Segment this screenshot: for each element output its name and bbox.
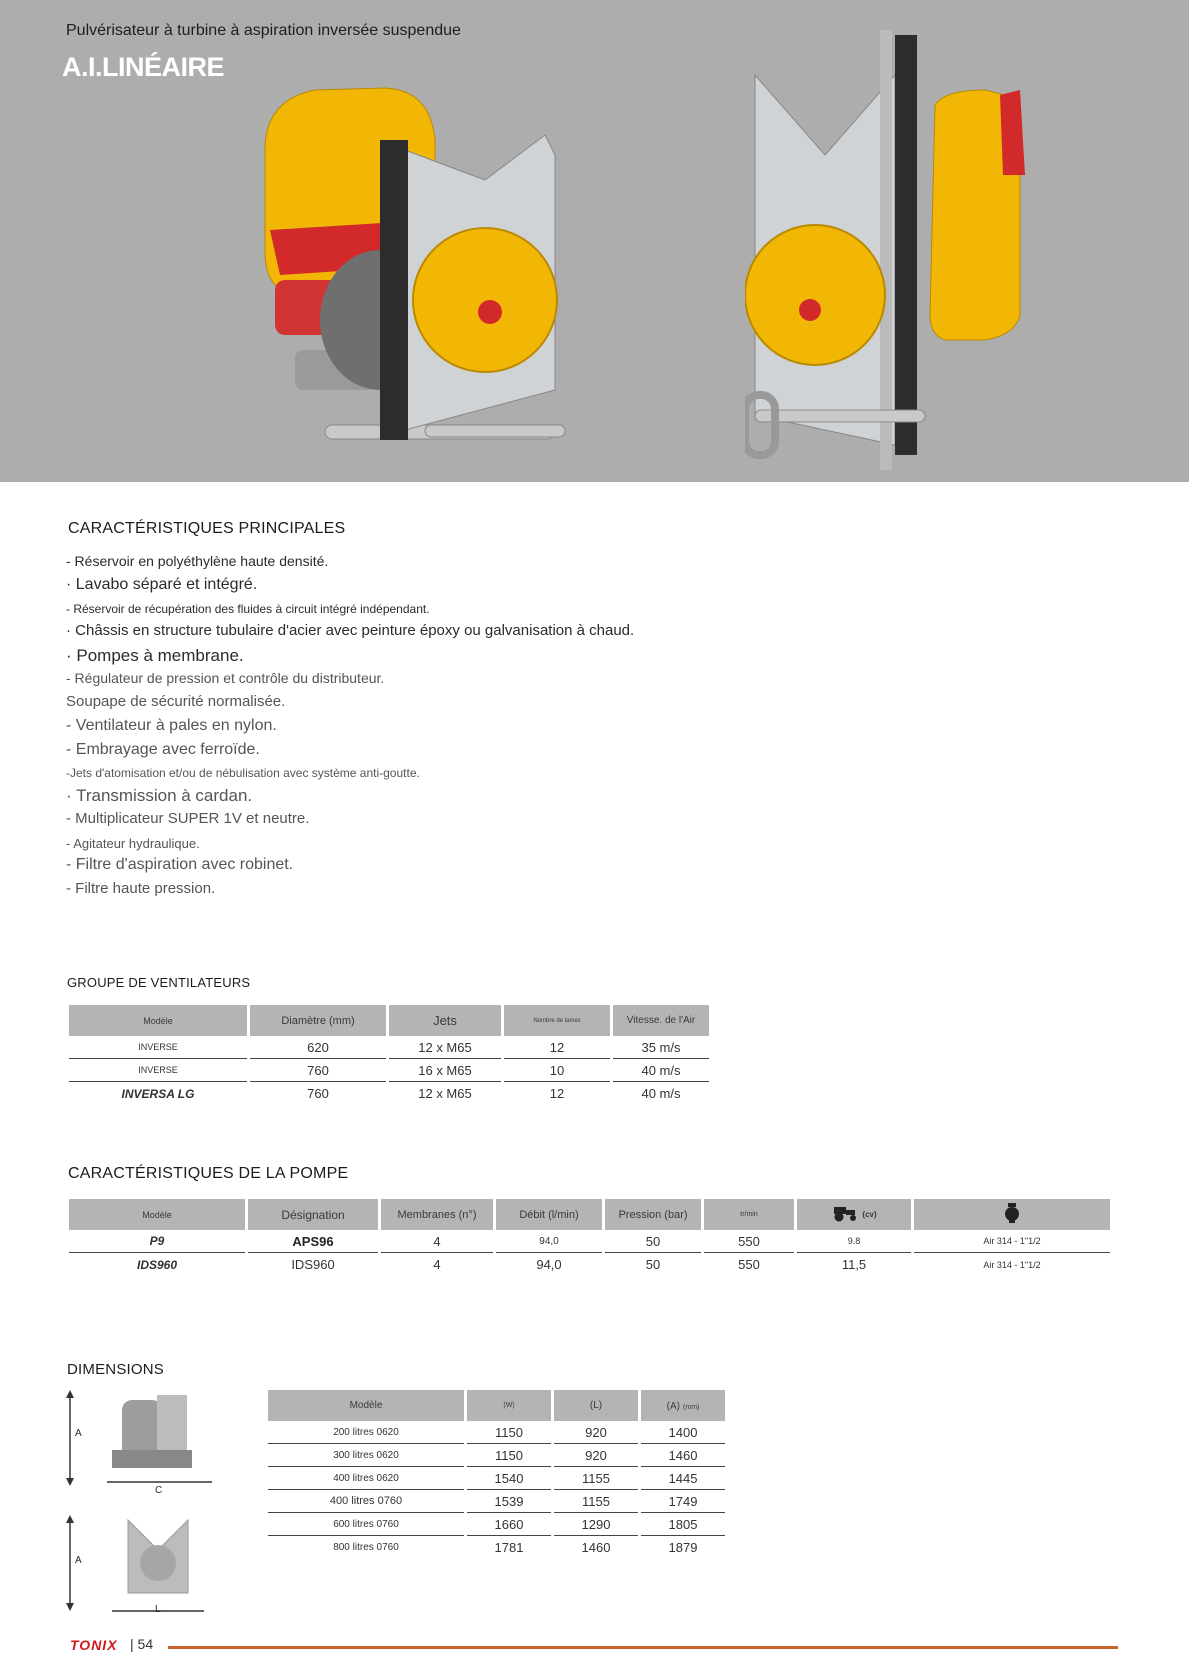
table-cell: Air 314 - 1"1/2 <box>983 1259 1041 1270</box>
dim-label-l: L <box>155 1604 161 1615</box>
table-cell: 1805 <box>641 1513 725 1536</box>
col-header: Débit (l/min) <box>496 1199 602 1230</box>
table-cell: 12 <box>504 1036 610 1059</box>
table-cell: 1460 <box>641 1444 725 1467</box>
dim-label-a: A <box>75 1428 82 1439</box>
table-cell: 94,0 <box>496 1230 602 1253</box>
table-cell: 760 <box>307 1086 329 1101</box>
hero-banner <box>0 0 1189 482</box>
table-header-row <box>69 1005 709 1036</box>
col-header: Modèle <box>268 1390 464 1421</box>
col-header-air <box>914 1199 1110 1230</box>
product-title: A.I.LINÉAIRE <box>62 52 225 82</box>
dim-label-a: A <box>75 1555 82 1566</box>
col-header: Modèle <box>69 1199 245 1230</box>
table-cell: Air 314 - 1"1/2 <box>914 1230 1110 1253</box>
table-cell: 35 m/s <box>613 1036 709 1059</box>
table-cell: 760 <box>250 1059 386 1082</box>
table-row <box>69 1253 1110 1276</box>
table-cell: INVERSE <box>69 1036 247 1059</box>
table-row <box>69 1230 1110 1253</box>
table-cell: 1781 <box>494 1540 524 1555</box>
col-header-text: (A) <box>666 1400 680 1412</box>
col-header: Pression (bar) <box>605 1199 701 1230</box>
table-cell: 10 <box>504 1059 610 1082</box>
table-cell: 1290 <box>554 1513 638 1536</box>
dimensions-table <box>265 1390 728 1559</box>
sprayer-photo-right <box>745 15 1085 480</box>
table-cell: 1660 <box>467 1513 551 1536</box>
table-cell: INVERSE <box>69 1059 247 1082</box>
feature-item: · Transmission à cardan. <box>66 786 253 805</box>
col-header <box>641 1390 725 1421</box>
table-cell: 12 x M65 <box>418 1086 472 1101</box>
table-cell: 920 <box>554 1444 638 1467</box>
table-cell: 1150 <box>467 1421 551 1444</box>
table-cell: 11,5 <box>841 1257 867 1272</box>
power-unit-label: (cv) <box>862 1210 877 1219</box>
feature-item: - Agitateur hydraulique. <box>66 836 200 851</box>
col-header: Vitesse. de l'Air <box>613 1005 709 1036</box>
table-cell: 4 <box>433 1257 441 1272</box>
feature-item: -Jets d'atomisation et/ou de nébulisation avec système anti-goutte. <box>66 766 420 780</box>
feature-item: Soupape de sécurité normalisée. <box>66 693 286 710</box>
footer-divider <box>168 1646 1118 1649</box>
table-row <box>268 1536 725 1559</box>
col-header-tractor <box>797 1199 911 1230</box>
table-row <box>69 1059 709 1082</box>
table-cell: P9 <box>69 1230 245 1253</box>
feature-item: · Pompes à membrane. <box>66 646 244 665</box>
table-cell: 9.8 <box>797 1230 911 1253</box>
pump-air-icon <box>1004 1202 1020 1227</box>
col-header: Membranes (n°) <box>381 1199 493 1230</box>
table-cell: 1150 <box>467 1444 551 1467</box>
table-cell: 50 <box>645 1257 661 1272</box>
table-cell: 1540 <box>467 1467 551 1490</box>
feature-item: - Multiplicateur SUPER 1V et neutre. <box>66 810 310 827</box>
table-cell: 1539 <box>467 1490 551 1513</box>
fans-title: GROUPE DE VENTILATEURS <box>67 975 251 990</box>
feature-item: - Filtre d'aspiration avec robinet. <box>66 856 294 873</box>
table-cell: 1879 <box>668 1540 698 1555</box>
col-header: Diamètre (mm) <box>250 1005 386 1036</box>
feature-item: - Filtre haute pression. <box>66 880 216 897</box>
col-header: Jets <box>389 1005 501 1036</box>
table-cell: 16 x M65 <box>389 1059 501 1082</box>
pump-table <box>66 1199 1113 1276</box>
dimensions-title: DIMENSIONS <box>67 1361 165 1378</box>
table-row <box>69 1082 709 1105</box>
col-header: tr/min <box>704 1199 794 1230</box>
table-cell: 920 <box>554 1421 638 1444</box>
page-number: | 54 <box>130 1636 154 1652</box>
table-cell: 400 litres 0760 <box>268 1490 464 1513</box>
features-title: CARACTÉRISTIQUES PRINCIPALES <box>68 520 346 537</box>
product-subtitle: Pulvérisateur à turbine à aspiration inversée suspendue <box>66 22 461 39</box>
front-view-diagram <box>62 1515 222 1615</box>
table-cell: 1749 <box>641 1490 725 1513</box>
sprayer-photo-left <box>255 60 595 480</box>
table-row <box>268 1513 725 1536</box>
table-cell: 1155 <box>554 1490 638 1513</box>
table-cell: 620 <box>250 1036 386 1059</box>
table-header-row <box>69 1199 1110 1230</box>
feature-item: - Réservoir en polyéthylène haute densité. <box>66 553 329 569</box>
dim-label-c: C <box>155 1485 163 1496</box>
feature-item: · Châssis en structure tubulaire d'acier avec peinture époxy ou galvanisation à chaud. <box>66 622 635 639</box>
table-cell: 40 m/s <box>613 1059 709 1082</box>
fans-table <box>66 1005 712 1105</box>
table-cell: 50 <box>605 1230 701 1253</box>
table-cell: 400 litres 0620 <box>268 1467 464 1490</box>
feature-item: - Embrayage avec ferroïde. <box>66 741 260 758</box>
table-cell: 1400 <box>641 1421 725 1444</box>
feature-item: - Régulateur de pression et contrôle du distributeur. <box>66 670 385 686</box>
table-row <box>268 1444 725 1467</box>
table-cell: 1445 <box>641 1467 725 1490</box>
table-row <box>268 1467 725 1490</box>
table-cell: 40 m/s <box>641 1086 681 1101</box>
features-list <box>66 553 786 904</box>
table-cell: 12 x M65 <box>389 1036 501 1059</box>
table-cell: 800 litres 0760 <box>333 1542 399 1553</box>
table-cell: 300 litres 0620 <box>268 1444 464 1467</box>
table-cell: APS96 <box>248 1230 378 1253</box>
table-cell: 94,0 <box>536 1257 562 1272</box>
table-cell: INVERSA LG <box>121 1086 195 1101</box>
table-cell: 600 litres 0760 <box>268 1513 464 1536</box>
table-cell: 550 <box>738 1257 760 1272</box>
table-cell: 12 <box>549 1086 565 1101</box>
table-row <box>268 1490 725 1513</box>
side-view-diagram <box>62 1390 222 1490</box>
table-cell: IDS960 <box>136 1257 178 1272</box>
col-header: Modèle <box>69 1005 247 1036</box>
col-header: (L) <box>554 1390 638 1421</box>
col-header: (W) <box>467 1390 551 1421</box>
table-cell: 200 litres 0620 <box>268 1421 464 1444</box>
table-row <box>268 1421 725 1444</box>
table-cell: 1460 <box>581 1540 611 1555</box>
table-cell: IDS960 <box>291 1257 335 1272</box>
feature-item: - Ventilateur à pales en nylon. <box>66 717 277 734</box>
table-header-row <box>268 1390 725 1421</box>
col-header: Nombre de lames <box>504 1005 610 1036</box>
brand-logo: TONIX <box>70 1637 118 1653</box>
table-cell: 550 <box>704 1230 794 1253</box>
table-cell: 4 <box>381 1230 493 1253</box>
pump-title: CARACTÉRISTIQUES DE LA POMPE <box>68 1165 349 1182</box>
feature-item: - Réservoir de récupération des fluides à circuit intégré indépendant. <box>66 602 430 616</box>
col-header: Désignation <box>248 1199 378 1230</box>
table-cell: 1155 <box>554 1467 638 1490</box>
tractor-icon <box>831 1204 859 1225</box>
table-row <box>69 1036 709 1059</box>
feature-item: · Lavabo séparé et intégré. <box>66 576 258 593</box>
col-header-unit: (mm) <box>683 1403 700 1411</box>
